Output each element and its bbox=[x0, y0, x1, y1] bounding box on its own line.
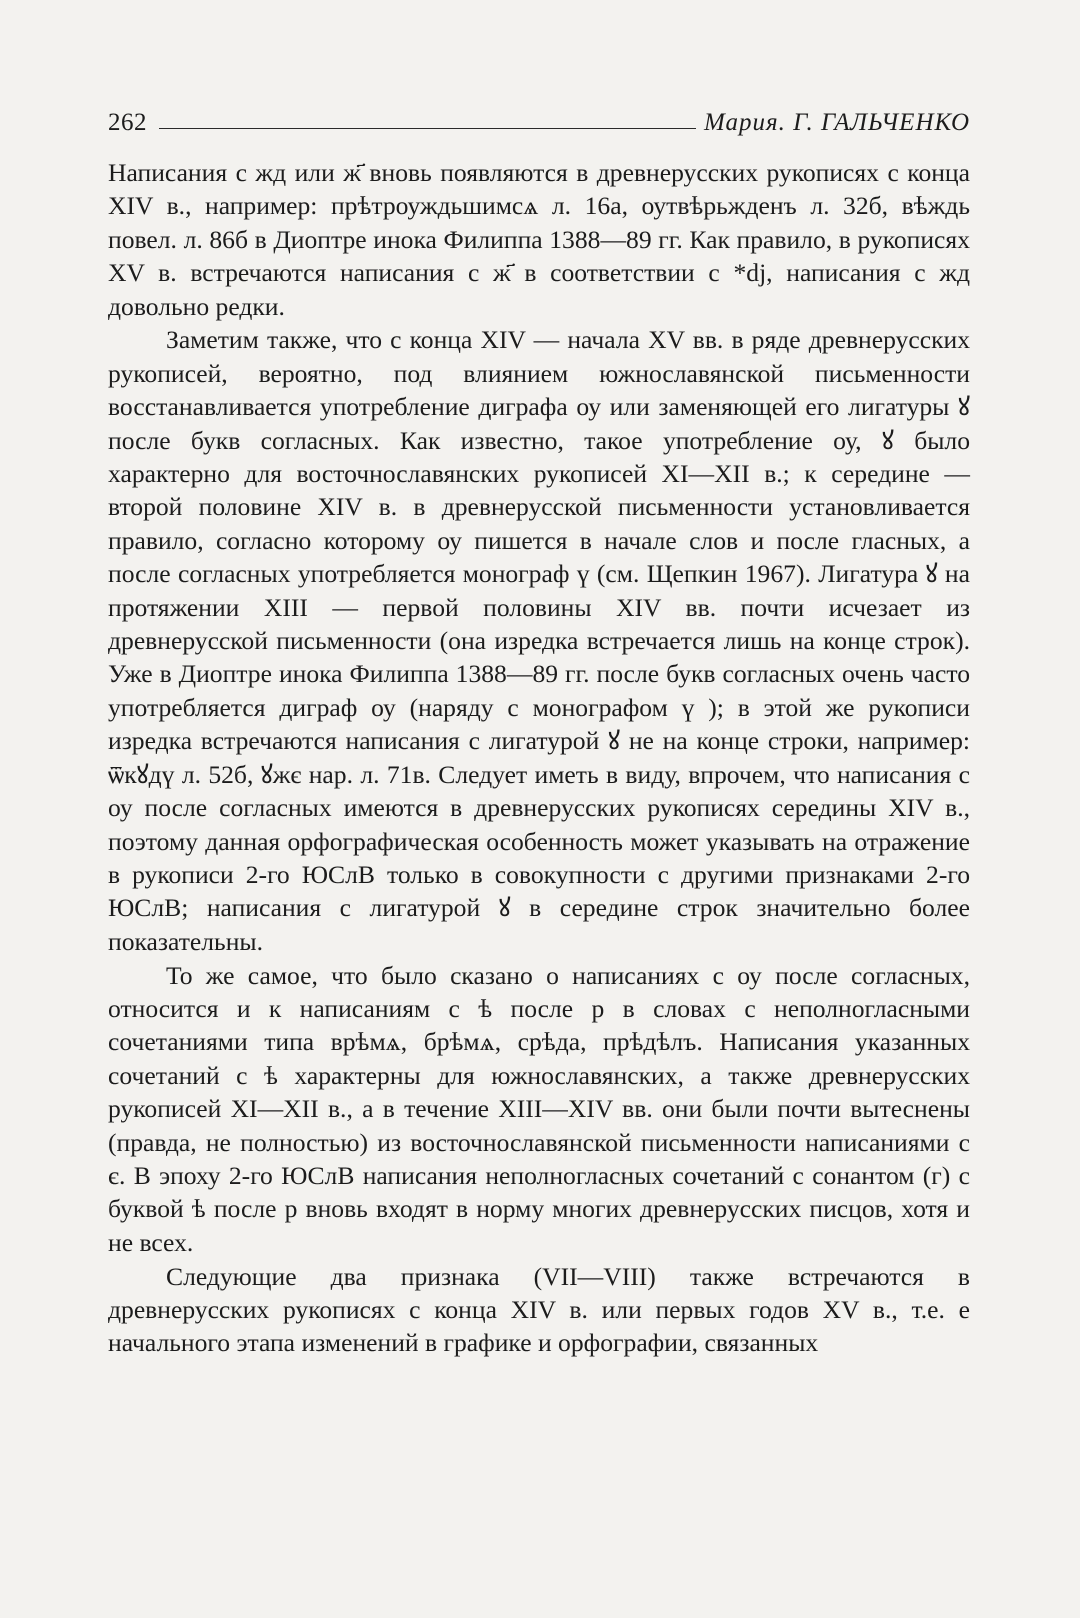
page-number: 262 bbox=[108, 109, 147, 136]
paragraph: Заметим также, что с конца XIV — начала XV вв. в ряде древнерусских рукописей, вероятно, под влиянием южнославянской письменности восстанавливается употребление диграфа оу или заменяющей его лигатуры ꙋ после букв согласных. Как известно, такое употребление оу, ꙋ было характерно для восточнославянских рукописей XI—XII в.; к середине — второй половине XIV в. в древнерусской письменности установливается правило, согласно которому оу пишется в начале слов и после гласных, а после согласных употребляется монограф ү (см. Щепкин 1967). Лигатура ꙋ на протяжении XIII — первой половины XIV вв. почти исчезает из древнерусской письменности (она изредка встречается лишь на конце строк). Уже в Диоптре инока Филиппа 1388—89 гг. после букв согласных очень часто употребляется диграф оу (наряду с монографом ү ); в этой же рукописи изредка встречаются написания с лигатурой ꙋ не на конце строки, например: ѿкꙋдү л. 52б, ꙋжє нар. л. 71в. Следует иметь в виду, впрочем, что написания с оу после согласных имеются в древнерусских рукописях середины XIV в., поэтому данная орфографическая особенность может указывать на отражение в рукописи 2-го ЮСлВ только в совокупности с другими признаками 2-го ЮСлВ; написания с лигатурой ꙋ в середине строк значительно более показательны. bbox=[108, 325, 970, 956]
paragraph: Следующие два признака (VII—VIII) также встречаются в древнерусских рукописях с конца XIV в. или первых годов XV в., т.е. е начального этапа изменений в графике и орфографии, связанных bbox=[108, 1261, 970, 1358]
paragraph: Написания с жд или ж҃ вновь появляются в древнерусских рукописях с конца XIV в., например: прѣтроуждьшимсѧ л. 16а, оутвѣрьжденъ л. 32б, вѣждь повел. л. 86б в Диоптре инока Филиппа 1388—89 гг. Как правило, в рукописях XV в. встречаются написания с ж҃ в соответствии с *dj, написания с жд довольно редки. bbox=[108, 158, 970, 321]
paragraph: То же самое, что было сказано о написаниях с оу после согласных, относится и к написаниям с ѣ после р в словах с неполногласными сочетаниями типа врѣмѧ, брѣмѧ, срѣда, прѣдѣлъ. Написания указанных сочетаний с ѣ характерны для южнославянских, а также древнерусских рукописей XI—XII в., а в течение XIII—XIV вв. они были почти вытеснены (правда, не полностью) из восточнославянской письменности написаниями с є. В эпоху 2-го ЮСлВ написания неполногласных сочетаний с сонантом (г) с буквой ѣ после р вновь входят в норму многих древнерусских писцов, хотя и не всех. bbox=[108, 960, 970, 1257]
body-text bbox=[108, 156, 970, 1360]
header-rule bbox=[159, 128, 696, 129]
page-header bbox=[108, 98, 970, 138]
running-head: Мария. Г. ГАЛЬЧЕНКО bbox=[704, 109, 970, 136]
